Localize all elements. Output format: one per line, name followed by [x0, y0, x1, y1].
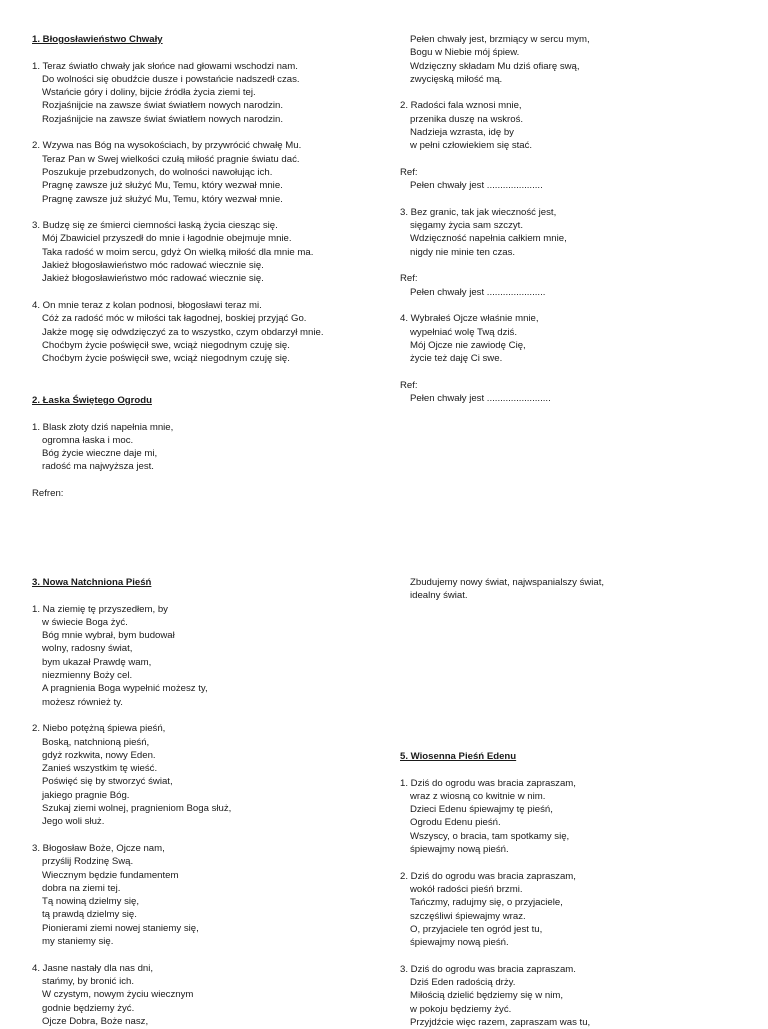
line: zwycięską miłość mą.: [410, 73, 503, 85]
line: wolny, radosny świat,: [42, 643, 133, 655]
song2-verse2: [400, 99, 760, 152]
line: śpiewajmy nową pieśń.: [410, 844, 509, 856]
line: A pragnienia Boga wypełnić możesz ty,: [42, 683, 208, 695]
line: Wstańcie góry i doliny, bijcie źródła życia ziemi tej.: [42, 87, 256, 99]
line: 1. Blask złoty dziś napełnia mnie,: [32, 421, 174, 433]
line: Tą nowiną dzielmy się,: [42, 896, 140, 908]
line: Ojcze Dobra, Boże nasz,: [42, 1015, 149, 1027]
line: Boską, natchnioną pieśń,: [42, 736, 150, 748]
line: niezmienny Boży cel.: [42, 670, 133, 682]
line: przenika duszę na wskroś.: [410, 113, 524, 125]
line: tą prawdą dzielmy się.: [42, 909, 137, 921]
line: w świecie Boga żyć.: [42, 616, 128, 628]
song1-title: 1. Błogosławieństwo Chwały: [32, 34, 163, 45]
song2-title: 2. Łaska Świętego Ogrodu: [32, 395, 152, 406]
line: śpiewajmy nową pieśń.: [410, 937, 509, 949]
song1-verse2: [32, 139, 392, 205]
line: 4. Wybrałeś Ojcze właśnie mnie,: [400, 313, 539, 325]
line: jakiego pragnie Bóg.: [42, 789, 130, 801]
line: 2. Wzywa nas Bóg na wysokościach, by przywrócić chwałę Mu.: [32, 140, 302, 152]
line: 1. Na ziemię tę przyszedłem, by: [32, 603, 168, 615]
line: bym ukazał Prawdę wam,: [42, 656, 152, 668]
line: Taka radość w moim sercu, gdyż On wielką miłość dla mnie ma.: [42, 246, 314, 258]
line: Ogrodu Edenu pieśń.: [410, 817, 501, 829]
line: Bóg mnie wybrał, bym budował: [42, 630, 175, 642]
line: w pełni człowiekiem się stać.: [410, 140, 533, 152]
line: wypełniać wolę Twą dziś.: [410, 326, 518, 338]
song3-verse2: [32, 722, 392, 828]
line: Pragnę zawsze już służyć Mu, Temu, który wezwał mnie.: [42, 180, 283, 192]
line: my staniemy się.: [42, 936, 114, 948]
line: Jego woli służ.: [42, 816, 105, 828]
line: Choćbym życie poświęcił swe, wciąż niegodnym czuję się.: [42, 353, 290, 365]
line: 3. Dziś do ogrodu was bracia zapraszam.: [400, 963, 576, 975]
song2-verse3: [400, 206, 760, 259]
song5-block: [400, 750, 760, 1029]
line: 2. Radości fala wznosi mnie,: [400, 100, 522, 112]
line: Mój Ojcze nie zawiodę Cię,: [410, 339, 526, 351]
line: szczęśliwi śpiewajmy wraz.: [410, 910, 526, 922]
line: Pragnę zawsze już służyć Mu, Temu, który wezwał mnie.: [42, 193, 283, 205]
line: Pełen chwały jest, brzmiący w sercu mym,: [410, 34, 590, 45]
ref-1: [400, 166, 760, 193]
line: O, przyjaciele ten ogród jest tu,: [410, 923, 543, 935]
line: 2. Dziś do ogrodu was bracia zapraszam,: [400, 870, 576, 882]
ref-3: [400, 379, 760, 406]
line: Szukaj ziemi wolnej, pragnieniom Boga służ,: [42, 803, 232, 815]
line: nigdy nie minie ten czas.: [410, 246, 516, 258]
song3-continuation: [400, 576, 760, 603]
line: życie też daję Ci swe.: [410, 353, 503, 365]
line: ogromna łaska i moc.: [42, 434, 134, 446]
line: 3. Bez granic, tak jak wieczność jest,: [400, 206, 557, 218]
song3-verse3: [32, 842, 392, 948]
line: gdyż rozkwita, nowy Eden.: [42, 749, 156, 761]
line: 2. Niebo potężną śpiewa pieśń,: [32, 723, 166, 735]
line: Przyjdźcie więc razem, zapraszam was tu,: [410, 1016, 591, 1028]
song3-verse1: [32, 603, 392, 709]
line: 1. Dziś do ogrodu was bracia zapraszam,: [400, 777, 576, 789]
line: Tańczmy, radujmy się, o przyjaciele,: [410, 897, 563, 909]
line: 3. Budzę się ze śmierci ciemności łaską życia ciesząc się.: [32, 220, 278, 232]
line: Poświęć się by stworzyć świat,: [42, 776, 173, 788]
song1-block: [32, 33, 392, 365]
line: Ref:: [400, 379, 418, 391]
song3-block: [32, 576, 392, 1028]
song3-title: 3. Nowa Natchniona Pieśń: [32, 577, 152, 588]
song2-verse4: [400, 312, 760, 365]
line: 1. Teraz światło chwały jak słońce nad głowami wschodzi nam.: [32, 60, 298, 72]
line: Do wolności się obudźcie dusze i powstańcie nadszedł czas.: [42, 73, 300, 85]
line: Wdzięczność napełnia całkiem mnie,: [410, 233, 567, 245]
line: Jakież błogosławieństwo móc radować wiecznie się.: [42, 260, 264, 272]
line: Teraz Pan w Swej wielkości czułą miłość pragnie światu dać.: [42, 153, 300, 165]
line: 3. Błogosław Boże, Ojcze nam,: [32, 842, 165, 854]
line: Choćbym życie poświęcił swe, wciąż niegodnym czuję się.: [42, 339, 290, 351]
song5-verse3: [400, 963, 760, 1029]
line: sięgamy życia sam szczyt.: [410, 220, 524, 232]
line: Zbudujemy nowy świat, najwspanialszy świat,: [410, 577, 605, 588]
line: Wdzięczny składam Mu dziś ofiarę swą,: [410, 60, 580, 72]
line: Miłością dzielić będziemy się w nim,: [410, 990, 564, 1002]
line: Nadzieja wzrasta, idę by: [410, 127, 514, 139]
line: Dzieci Edenu śpiewajmy tę pieśń,: [410, 804, 553, 816]
line: Dziś Eden radością drży.: [410, 977, 516, 989]
line: Pełen chwały jest ........................: [410, 393, 551, 405]
line: Wiecznym będzie fundamentem: [42, 869, 179, 881]
line: Jakże mogę się odwdzięczyć za to wszystko, czym obdarzył mnie.: [42, 326, 324, 338]
line: Rozjaśnijcie na zawsze świat światłem nowych narodzin.: [42, 113, 284, 125]
line: radość ma najwyższa jest.: [42, 461, 154, 473]
refrain: [400, 33, 760, 86]
song2-continuation: [400, 33, 760, 405]
line: Jakież błogosławieństwo móc radować wiecznie się.: [42, 273, 264, 285]
line: 4. On mnie teraz z kolan podnosi, błogosławi teraz mi.: [32, 299, 262, 311]
line: Cóż za radość móc w miłości tak łagodnej, boskiej przyjąć Go.: [42, 313, 307, 325]
song5-title: 5. Wiosenna Pieśń Edenu: [400, 751, 517, 762]
line: wraz z wiosną co kwitnie w nim.: [410, 790, 546, 802]
line: idealny świat.: [410, 590, 468, 602]
song1-verse4: [32, 299, 392, 365]
song2-verse1: [32, 421, 392, 474]
line: Mój Zbawiciel przyszedł do mnie i łagodnie obejmuje mnie.: [42, 233, 292, 245]
line: Ref:: [400, 273, 418, 285]
song1-verse3: [32, 219, 392, 285]
song2-refren-label: Refren:: [32, 488, 64, 500]
line: 4. Jasne nastały dla nas dni,: [32, 962, 154, 974]
song5-verse1: [400, 777, 760, 857]
line: w pokoju będziemy żyć.: [410, 1003, 512, 1015]
line: W czystym, nowym życiu wiecznym: [42, 989, 194, 1001]
line: Zanieś wszystkim tę wieść.: [42, 763, 158, 775]
line: wokół radości pieśń brzmi.: [410, 883, 523, 895]
line: możesz również ty.: [42, 696, 123, 708]
song3-verse4: [32, 962, 392, 1028]
line: Ref:: [400, 166, 418, 178]
song3-closing: [400, 576, 760, 603]
line: Bogu w Niebie mój śpiew.: [410, 47, 520, 59]
line: Pełen chwały jest ......................: [410, 286, 546, 298]
line: Poszukuje przebudzonych, do wolności nawołując ich.: [42, 166, 273, 178]
line: Pionierami ziemi nowej staniemy się,: [42, 922, 199, 934]
line: Rozjaśnijcie na zawsze świat światłem nowych narodzin.: [42, 100, 284, 112]
ref-2: [400, 272, 760, 299]
line: dobra na ziemi tej.: [42, 882, 121, 894]
line: stańmy, by bronić ich.: [42, 975, 135, 987]
line: Wszyscy, o bracia, tam spotkamy się,: [410, 830, 570, 842]
song2-block: [32, 394, 392, 500]
line: przyślij Rodzinę Swą.: [42, 856, 134, 868]
song1-verse1: [32, 60, 392, 126]
line: Bóg życie wieczne daje mi,: [42, 448, 158, 460]
line: Pełen chwały jest .....................: [410, 180, 543, 192]
line: godnie będziemy żyć.: [42, 1002, 135, 1014]
song5-verse2: [400, 870, 760, 950]
